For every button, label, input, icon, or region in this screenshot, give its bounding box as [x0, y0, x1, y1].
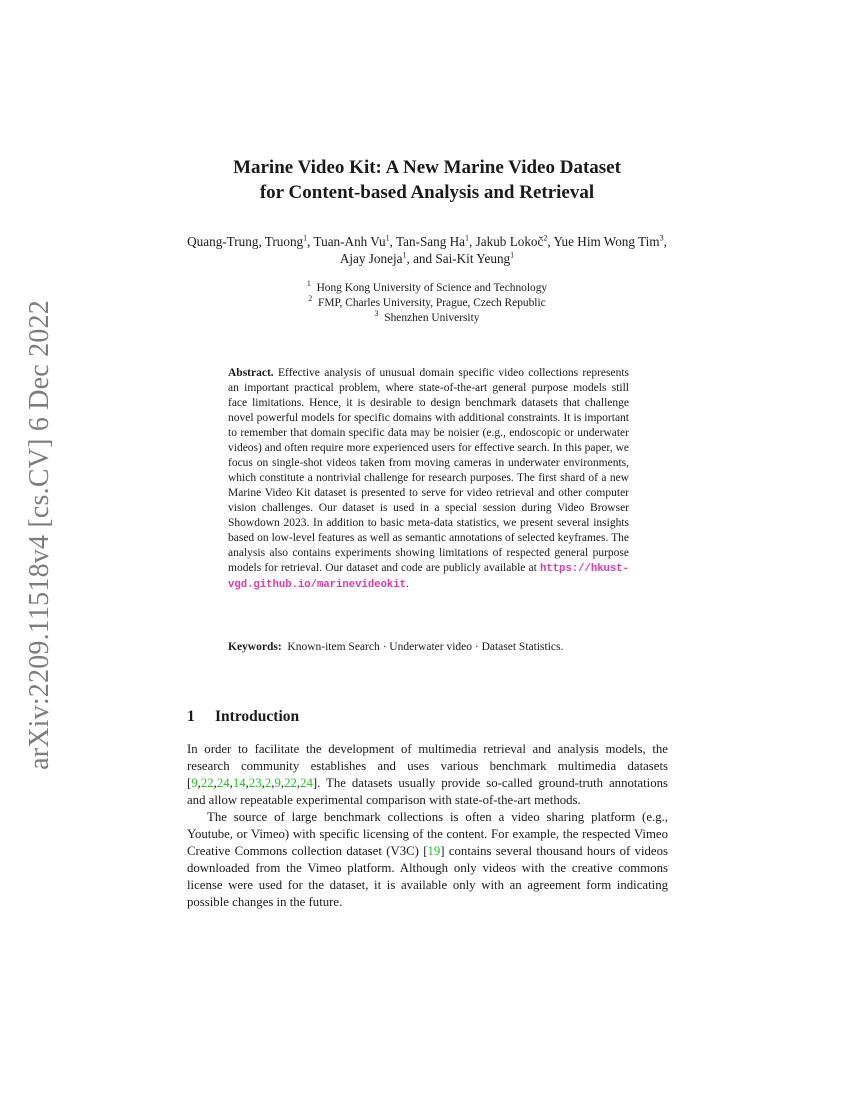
abstract-label: Abstract.	[228, 367, 274, 379]
affiliation-list	[186, 281, 668, 326]
paper-title	[186, 155, 668, 205]
citation-link[interactable]: 24	[216, 776, 230, 790]
section-body	[187, 741, 668, 911]
author: Quang-Trung, Truong$^1$,	[187, 233, 314, 249]
section-heading	[187, 707, 667, 727]
citation-link[interactable]: 23	[248, 776, 262, 790]
affiliation: $^3$ Shenzhen University	[374, 309, 480, 324]
author: Tuan-Anh Vu$^1$,	[313, 233, 396, 249]
title-line-2: for Content-based Analysis and Retrieval	[259, 182, 595, 203]
author-list	[186, 233, 668, 267]
abstract-text: Effective analysis of unusual domain specific video collections represents an important practical problem, where state-of-the-art general purpose models still face limitations. Hence, it is desirable to design benchmark datasets that challenge novel powerful models for specific domains with additional constraints. It is important to remember that domain specific data may be noisier (e.g., endoscopic or underwater videos) and often require more experienced users for effective search. In this paper, we focus on single-shot videos taken from moving cameras in underwater environments, which constitute a nontrivial challenge for research purposes. The first shard of a new Marine Video Kit dataset is presented to serve for video retrieval and other computer vision challenges. Our dataset is used in a special session during Video Browser Showdown 2023. In addition to basic meta-data statistics, we present several insights based on low-level features as well as semantic annotations of selected keyframes. The analysis also contains experiments showing limitations of respected general purpose models for retrieval. Our dataset and code are publicly available at	[228, 367, 629, 574]
citation-link[interactable]: 14	[232, 776, 246, 790]
abstract: Abstract. Effective analysis of unusual domain specific video collections represents an important practical problem, where state-of-the-art general purpose models still face limitations. Hence, it is desirable to design benchmark datasets that challenge novel powerful models for specific domains with additional constraints. It is important to remember that domain specific data may be noisier (e.g., endoscopic or underwater videos) and often require more experienced users for effective search. In this paper, we focus on single-shot videos taken from moving cameras in underwater environments, which constitute a nontrivial challenge for research purposes. The first shard of a new Marine Video Kit dataset is presented to serve for video retrieval and other computer vision challenges. Our dataset is used in a special session during Video Browser Showdown 2023. In addition to basic meta-data statistics, we present several insights based on low-level features as well as semantic annotations of selected keyframes. The analysis also contains experiments showing limitations of respected general purpose models for retrieval. Our dataset and code are publicly available at https://hkust-vgd.github.io/marinevideokit.	[228, 367, 629, 591]
citation-link[interactable]: 9	[274, 776, 281, 790]
citation-link[interactable]: 22	[200, 776, 214, 790]
section-number: 1	[187, 708, 195, 725]
section-title: Introduction	[215, 708, 300, 725]
citation-link[interactable]: 24	[300, 776, 313, 790]
title-line-1: Marine Video Kit: A New Marine Video Dataset	[233, 157, 621, 178]
citation-link[interactable]: 2	[264, 776, 272, 790]
author: Jakub Lokoč$^2$,	[475, 233, 554, 249]
keywords	[228, 640, 629, 655]
paragraph: The source of large benchmark collections is often a video sharing platform (e.g., Youtube, or Vimeo) with specific licensing of the content. For example, the respected Vimeo Creative Commons collection dataset (V3C) [19] contains several thousand hours of videos downloaded from the Vimeo platform. Although only videos with the creative commons license were used for the dataset, it is available only with an agreement form indicating possible changes in the future.	[187, 810, 668, 909]
author: Ajay Joneja$^1$, and	[339, 250, 436, 266]
keywords-label: Keywords:	[228, 641, 282, 653]
arxiv-identifier: arXiv:2209.11518v4 [cs.CV] 6 Dec 2022	[24, 300, 55, 770]
author: Sai-Kit Yeung$^1$	[435, 250, 515, 266]
author: Yue Him Wong Tim$^3$,	[553, 233, 667, 249]
affiliation: $^2$ FMP, Charles University, Prague, Czech Republic	[308, 294, 546, 309]
author: Tan-Sang Ha$^1$,	[396, 233, 476, 249]
arxiv-sidebar-stamp	[20, 295, 60, 775]
dataset-url-link[interactable]: https://hkust-vgd.github.io/marinevideokit	[228, 563, 629, 591]
paragraph: In order to facilitate the development of multimedia retrieval and analysis models, the research community establishes and uses various benchmark multimedia datasets [9,22,24,14,23,2,9,22,24]. The datasets usually provide so-called ground-truth annotations and allow repeatable experimental comparison with state-of-the-art methods.	[187, 742, 668, 807]
affiliation: $^1$ Hong Kong University of Science and Technology	[306, 279, 548, 294]
citation-link[interactable]: 19	[427, 844, 441, 858]
citation-link[interactable]: 9	[191, 776, 198, 790]
citation-link[interactable]: 22	[284, 776, 297, 790]
keywords-text: Known-item Search · Underwater video · Dataset Statistics.	[287, 641, 564, 653]
